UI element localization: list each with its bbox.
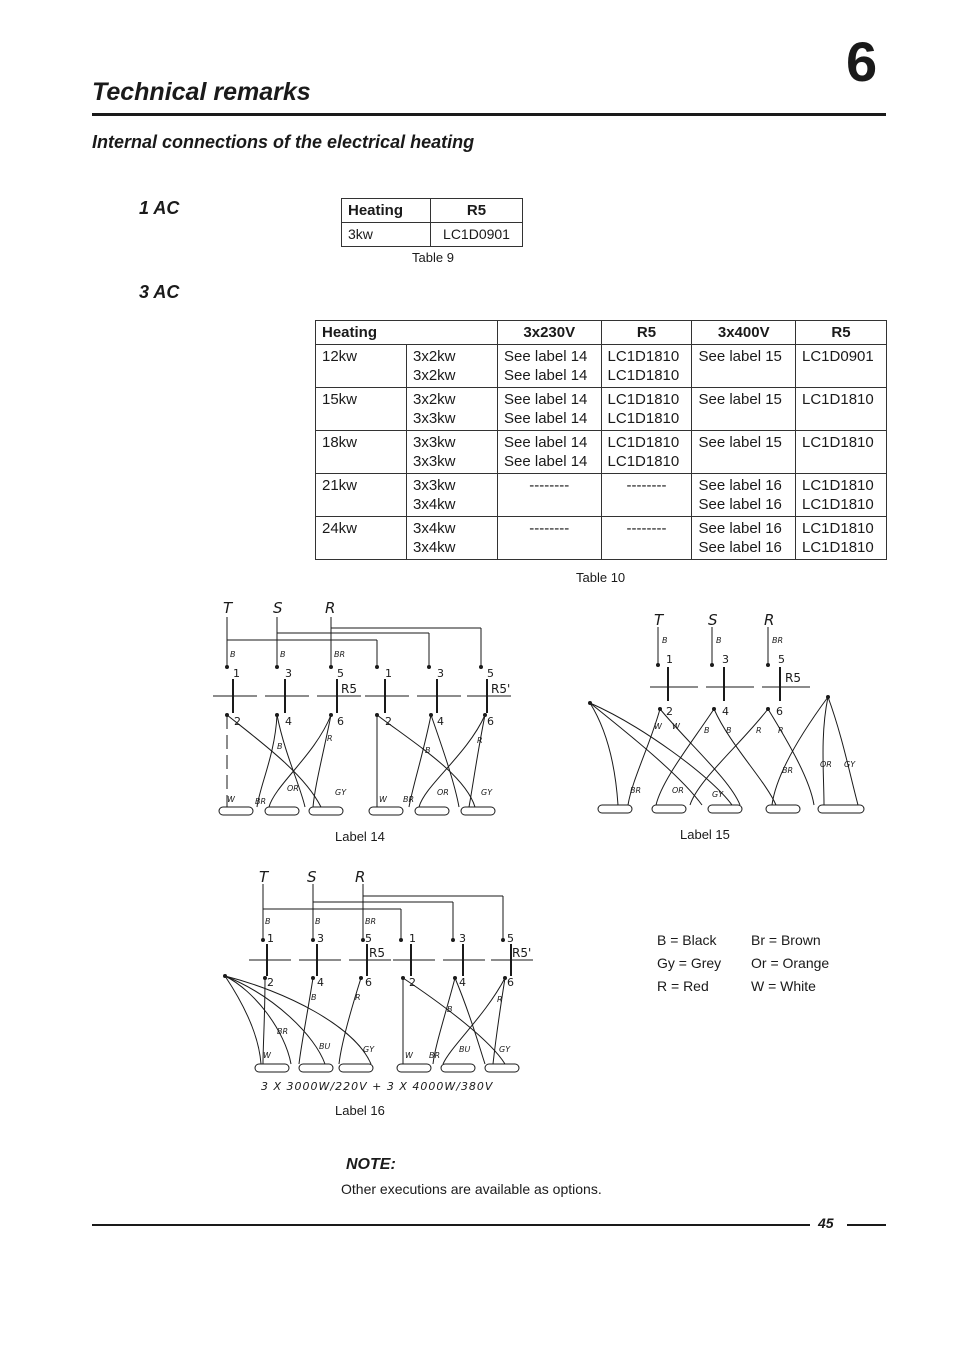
- label-15-caption: Label 15: [680, 827, 730, 842]
- wire-color-label: R: [327, 734, 333, 743]
- wire-color-label: R: [355, 993, 361, 1002]
- label-14-diagram: [205, 595, 515, 827]
- table-9-caption: Table 9: [412, 250, 454, 265]
- table-row: [316, 474, 887, 517]
- table-cell: LC1D1810 LC1D1810: [601, 431, 692, 474]
- terminal-label: 1: [267, 932, 274, 945]
- terminal-label: 3: [437, 667, 444, 680]
- table-cell: LC1D1810 LC1D1810: [601, 388, 692, 431]
- legend-entry: B = Black: [657, 932, 717, 948]
- terminal-label: 2: [409, 976, 416, 989]
- terminal-label: 5: [365, 932, 372, 945]
- wire-color-label: BR: [334, 650, 346, 659]
- table-cell: 21kw: [316, 474, 407, 517]
- wire-color-label: B: [726, 726, 732, 735]
- terminal-label: 5: [487, 667, 494, 680]
- one-ac-heading: 1 AC: [139, 198, 180, 218]
- wire-color-label: B: [230, 650, 236, 659]
- wire-color-label: GY: [335, 788, 347, 797]
- legend-entry: Gy = Grey: [657, 955, 722, 971]
- wire-color-label: GY: [481, 788, 493, 797]
- terminal-label: 5: [337, 667, 344, 680]
- terminal-label: 4: [437, 715, 444, 728]
- wire-color-label: BR: [630, 786, 642, 795]
- wire-color-label: W: [405, 1051, 413, 1060]
- terminal-label: 2: [385, 715, 392, 728]
- wire-color-label: GY: [363, 1045, 375, 1054]
- phase-label: R: [764, 611, 775, 629]
- terminal-label: 6: [337, 715, 344, 728]
- terminal-label: 5: [507, 932, 514, 945]
- phase-label: S: [307, 868, 317, 886]
- table-cell: 3x3kw 3x4kw: [407, 474, 498, 517]
- phase-label: T: [259, 868, 269, 886]
- table-cell: 12kw: [316, 345, 407, 388]
- table-row: [316, 345, 887, 388]
- table-cell: See label 14 See label 14: [498, 431, 602, 474]
- table-cell: --------: [601, 474, 692, 517]
- wire-color-label: BR: [782, 766, 794, 775]
- legend-entry: W = White: [751, 978, 816, 994]
- terminal-label: 6: [365, 976, 372, 989]
- contactor-label: R5: [369, 946, 385, 960]
- phase-label: R: [355, 868, 366, 886]
- table-10-header-heating: Heating: [316, 321, 498, 345]
- table-10-header-r5: R5: [796, 321, 887, 345]
- wire-color-label: B: [311, 993, 317, 1002]
- table-cell: LC1D1810 LC1D1810: [796, 517, 887, 560]
- table-10: [315, 320, 887, 560]
- footer-rule: [92, 1224, 810, 1226]
- terminal-label: 4: [285, 715, 292, 728]
- table-cell: 18kw: [316, 431, 407, 474]
- wire-color-label: B: [662, 636, 668, 645]
- table-10-header-3x400v: 3x400V: [692, 321, 796, 345]
- table-cell: See label 16 See label 16: [692, 474, 796, 517]
- legend-entry: R = Red: [657, 978, 709, 994]
- terminal-label: 1: [385, 667, 392, 680]
- wire-color-label: BR: [255, 797, 267, 806]
- label-16-caption: Label 16: [335, 1103, 385, 1118]
- terminal-label: 4: [459, 976, 466, 989]
- table-cell: 24kw: [316, 517, 407, 560]
- phase-label: S: [708, 611, 718, 629]
- table-cell: 3x2kw 3x3kw: [407, 388, 498, 431]
- terminal-label: 4: [317, 976, 324, 989]
- wire-color-label: R: [497, 995, 503, 1004]
- phase-label: T: [654, 611, 664, 629]
- table-cell: --------: [498, 474, 602, 517]
- wire-color-label: B: [315, 917, 321, 926]
- wire-color-label: B: [716, 636, 722, 645]
- wire-color-label: W: [672, 722, 680, 731]
- table-cell: See label 14 See label 14: [498, 345, 602, 388]
- wire-color-label: R: [756, 726, 762, 735]
- wire-color-label: W: [227, 795, 235, 804]
- contactor-label: R5: [785, 671, 801, 685]
- terminal-label: 6: [507, 976, 514, 989]
- phase-label: T: [223, 599, 233, 617]
- wire-color-label: OR: [437, 788, 449, 797]
- section-title: Technical remarks: [92, 78, 311, 106]
- table-9-header-heating: Heating: [342, 199, 431, 223]
- table-cell: See label 14 See label 14: [498, 388, 602, 431]
- table-cell: See label 15: [692, 431, 796, 474]
- wire-color-label: GY: [712, 790, 724, 799]
- table-cell: --------: [601, 517, 692, 560]
- terminal-label: 6: [776, 705, 783, 718]
- wire-color-label: B: [265, 917, 271, 926]
- wire-color-label: BR: [429, 1051, 441, 1060]
- table-cell: LC1D1810: [796, 388, 887, 431]
- table-cell: LC1D0901: [796, 345, 887, 388]
- header-rule: [92, 113, 886, 116]
- legend-entry: Br = Brown: [751, 932, 821, 948]
- table-9-header-r5: R5: [431, 199, 523, 223]
- terminal-label: 3: [722, 653, 729, 666]
- terminal-label: 3: [285, 667, 292, 680]
- wire-color-label: BU: [459, 1045, 471, 1054]
- wire-color-label: W: [654, 722, 662, 731]
- table-9-cell: LC1D0901: [431, 223, 523, 247]
- wire-color-label: BR: [403, 795, 415, 804]
- terminal-label: 1: [666, 653, 673, 666]
- table-cell: See label 15: [692, 388, 796, 431]
- terminal-label: 5: [778, 653, 785, 666]
- table-cell: LC1D1810 LC1D1810: [796, 474, 887, 517]
- table-cell: 3x3kw 3x3kw: [407, 431, 498, 474]
- terminal-label: 3: [317, 932, 324, 945]
- table-cell: LC1D1810: [796, 431, 887, 474]
- page-number: 45: [818, 1215, 834, 1231]
- note-heading: NOTE:: [346, 1156, 396, 1173]
- wire-color-label: W: [379, 795, 387, 804]
- wire-color-label: GY: [499, 1045, 511, 1054]
- heater-formula: 3 X 3000W/220V + 3 X 4000W/380V: [261, 1080, 494, 1093]
- wire-color-label: BR: [772, 636, 784, 645]
- wire-color-label: B: [425, 746, 431, 755]
- note-text: Other executions are available as options.: [341, 1181, 602, 1197]
- wire-color-label: W: [263, 1051, 271, 1060]
- terminal-label: 6: [487, 715, 494, 728]
- label-15-diagram: [580, 605, 880, 821]
- table-cell: See label 16 See label 16: [692, 517, 796, 560]
- footer-rule: [847, 1224, 886, 1226]
- subsection-title: Internal connections of the electrical heating: [92, 132, 475, 152]
- label-16-diagram: [215, 866, 545, 1098]
- table-9-cell: 3kw: [342, 223, 431, 247]
- table-row: [316, 388, 887, 431]
- table-10-header-3x230v: 3x230V: [498, 321, 602, 345]
- table-9: [341, 198, 523, 247]
- terminal-label: 2: [666, 705, 673, 718]
- terminal-label: 1: [409, 932, 416, 945]
- wire-color-label: R: [477, 736, 483, 745]
- contactor-label: R5': [512, 946, 532, 960]
- contactor-label: R5: [341, 682, 357, 696]
- contactor-label: R5': [491, 682, 511, 696]
- terminal-label: 1: [233, 667, 240, 680]
- wire-color-label: BR: [365, 917, 377, 926]
- wire-color-label: B: [277, 742, 283, 751]
- wire-color-label: OR: [672, 786, 684, 795]
- wire-color-label: B: [704, 726, 710, 735]
- phase-label: S: [273, 599, 283, 617]
- table-cell: --------: [498, 517, 602, 560]
- table-10-header-r5: R5: [601, 321, 692, 345]
- phase-label: R: [325, 599, 336, 617]
- wire-color-label: GY: [844, 760, 856, 769]
- wire-color-label: BR: [277, 1027, 289, 1036]
- terminal-label: 2: [234, 715, 241, 728]
- table-row: [316, 517, 887, 560]
- color-legend: [657, 929, 829, 998]
- label-14-caption: Label 14: [335, 829, 385, 844]
- terminal-label: 3: [459, 932, 466, 945]
- wire-color-label: B: [280, 650, 286, 659]
- table-10-caption: Table 10: [576, 570, 626, 585]
- legend-entry: Or = Orange: [751, 955, 830, 971]
- three-ac-heading: 3 AC: [139, 282, 180, 302]
- wire-color-label: B: [447, 1005, 453, 1014]
- table-cell: See label 15: [692, 345, 796, 388]
- table-cell: 3x2kw 3x2kw: [407, 345, 498, 388]
- chapter-number: 6: [846, 30, 878, 93]
- terminal-label: 2: [267, 976, 274, 989]
- wire-color-label: BU: [319, 1042, 331, 1051]
- table-cell: 3x4kw 3x4kw: [407, 517, 498, 560]
- wire-color-label: OR: [820, 760, 832, 769]
- terminal-label: 4: [722, 705, 729, 718]
- wire-color-label: OR: [287, 784, 299, 793]
- table-cell: 15kw: [316, 388, 407, 431]
- table-row: [316, 431, 887, 474]
- wire-color-label: R: [778, 726, 784, 735]
- table-cell: LC1D1810 LC1D1810: [601, 345, 692, 388]
